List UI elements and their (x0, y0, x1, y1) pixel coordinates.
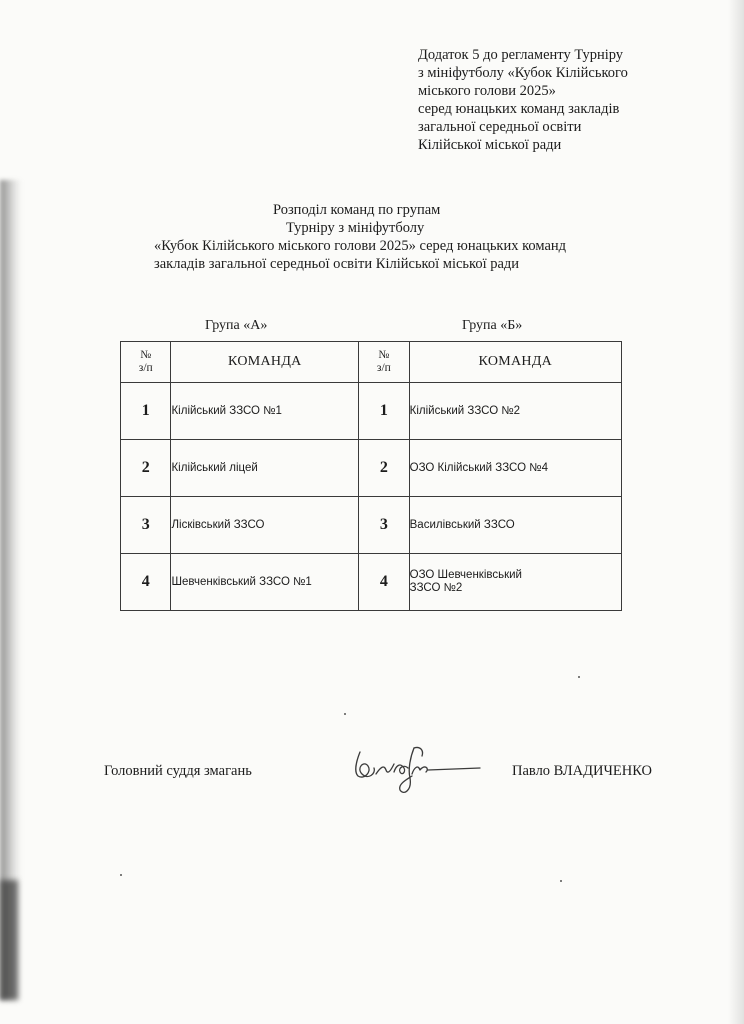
scan-shadow-right (728, 0, 744, 1024)
appendix-line: з мініфутболу «Кубок Кілійського (418, 65, 628, 81)
appendix-line: міського голови 2025» (418, 83, 556, 99)
signature-image (348, 738, 488, 800)
group-a-team: Кілійський ЗЗСО №1 (171, 383, 359, 440)
group-b-team (409, 440, 621, 497)
group-b-num: 3 (359, 497, 409, 554)
document-title (130, 201, 660, 273)
team-line: ЗЗСО №2 (409, 582, 463, 594)
group-b-num: 2 (359, 440, 409, 497)
header-num-abbr: з/п (376, 362, 391, 374)
title-line: Турніру з мініфутболу (286, 220, 425, 236)
header-num-b (359, 342, 409, 383)
scan-speck (344, 713, 346, 715)
group-b-team (409, 554, 621, 611)
scan-shadow-left-bottom (0, 880, 18, 1000)
header-num-abbr: з/п (138, 362, 153, 374)
group-b-team (409, 497, 621, 554)
appendix-line: Додаток 5 до регламенту Турніру (418, 47, 624, 63)
group-a-label: Група «А» (205, 318, 268, 333)
team-line: ОЗО Шевченківський (409, 569, 522, 581)
table-row (121, 440, 622, 497)
scan-speck (578, 676, 580, 678)
judge-title: Головний суддя змагань (104, 763, 252, 779)
team-line: Кілійський ЗЗСО №2 (409, 404, 521, 417)
title-line: «Кубок Кілійського міського голови 2025» серед юнацьких команд (154, 238, 567, 254)
team-line: Василівський ЗЗСО (409, 518, 515, 531)
group-b-num: 4 (359, 554, 409, 611)
group-a-team: Шевченківський ЗЗСО №1 (171, 554, 359, 611)
group-a-num: 3 (121, 497, 171, 554)
group-b-num: 1 (359, 383, 409, 440)
group-b-label: Група «Б» (462, 318, 523, 333)
group-a-num: 4 (121, 554, 171, 611)
appendix-line: серед юнацьких команд закладів (418, 101, 620, 117)
group-a-num: 1 (121, 383, 171, 440)
table-row (121, 497, 622, 554)
header-num-symbol: № (140, 349, 152, 361)
scan-speck (560, 880, 562, 882)
header-num-symbol: № (378, 349, 390, 361)
table-row (121, 554, 622, 611)
groups-table (120, 341, 622, 611)
scan-shadow-left (0, 180, 22, 1000)
judge-name: Павло ВЛАДИЧЕНКО (512, 763, 652, 779)
header-team-b: КОМАНДА (409, 342, 621, 383)
appendix-note (418, 46, 628, 154)
table-row (121, 383, 622, 440)
scan-speck (120, 874, 122, 876)
group-b-team (409, 383, 621, 440)
header-team-a: КОМАНДА (171, 342, 359, 383)
title-line: закладів загальної середньої освіти Кілійської міської ради (154, 256, 520, 272)
table-header-row (121, 342, 622, 383)
appendix-line: Кілійської міської ради (418, 137, 562, 153)
appendix-line: загальної середньої освіти (418, 119, 582, 135)
group-a-team: Кілійський ліцей (171, 440, 359, 497)
header-num-a (121, 342, 171, 383)
team-line: ОЗО Кілійський ЗЗСО №4 (409, 461, 548, 474)
group-a-num: 2 (121, 440, 171, 497)
group-a-team: Лісківський ЗЗСО (171, 497, 359, 554)
title-line: Розподіл команд по групам (273, 202, 441, 218)
